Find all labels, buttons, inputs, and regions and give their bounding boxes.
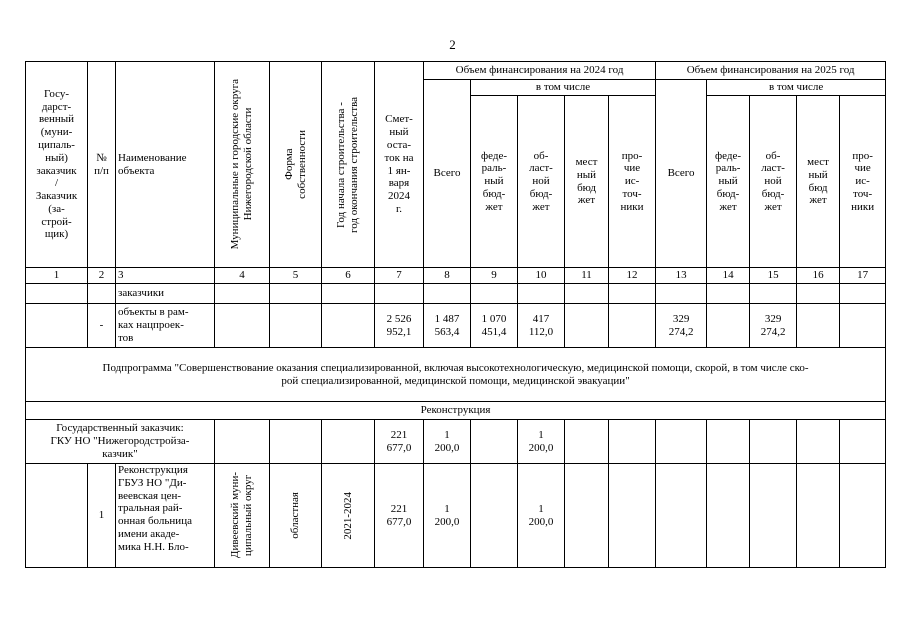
header-federal-2025: федe- раль- ный бюд- жет — [707, 96, 750, 268]
years-cell — [322, 464, 375, 568]
col-number: 10 — [518, 268, 565, 284]
header-including-2024: в том числе — [471, 80, 656, 96]
regional-2025-value: 329 274,2 — [750, 304, 797, 348]
header-districts — [215, 62, 270, 268]
total-2024-value: 1 487 563,4 — [424, 304, 471, 348]
header-other-2024: про- чие ис- точ- ники — [609, 96, 656, 268]
header-ownership-text: Форма собственности — [282, 130, 308, 199]
years-text: 2021-2024 — [341, 491, 354, 540]
state-customer: Государственный заказчик: ГКУ НО "Нижегородстройза- казчик" — [26, 420, 215, 464]
total-2024-value: 1 200,0 — [424, 464, 471, 568]
col-number: 7 — [375, 268, 424, 284]
header-total-2024: Всего — [424, 80, 471, 268]
header-years — [322, 62, 375, 268]
table-row — [26, 284, 886, 304]
col-number: 8 — [424, 268, 471, 284]
col-number: 9 — [471, 268, 518, 284]
total-2024-value: 1 200,0 — [424, 420, 471, 464]
col-number: 15 — [750, 268, 797, 284]
row-number: - — [88, 304, 116, 348]
header-financing-2025: Объем финансирования на 2025 год — [656, 62, 886, 80]
regional-2024-value: 417 112,0 — [518, 304, 565, 348]
federal-2024-value: 1 070 451,4 — [471, 304, 518, 348]
table-row — [26, 420, 886, 464]
table-row — [26, 348, 886, 402]
table-row — [26, 464, 886, 568]
header-other-2025: про- чие ис- точ- ники — [840, 96, 886, 268]
page-number: 2 — [449, 37, 456, 52]
col-number: 14 — [707, 268, 750, 284]
col-number: 13 — [656, 268, 707, 284]
col-number: 12 — [609, 268, 656, 284]
header-districts-text: Муниципальные и городские округа Нижегородской области — [229, 79, 254, 250]
ownership-cell — [270, 464, 322, 568]
col-number: 3 — [116, 268, 215, 284]
header-regional-2024: об- ласт- ной бюд- жет — [518, 96, 565, 268]
header-number: № п/п — [88, 62, 116, 268]
object-name: объекты в рам- ках нацпроек- тов — [116, 304, 215, 348]
col-number: 1 — [26, 268, 88, 284]
header-regional-2025: об- ласт- ной бюд- жет — [750, 96, 797, 268]
table-row — [26, 402, 886, 420]
district-cell — [215, 464, 270, 568]
col-number: 4 — [215, 268, 270, 284]
col-number: 17 — [840, 268, 886, 284]
header-years-text: Год начала строительства - год окончания строительства — [335, 96, 360, 233]
estimate-value: 221 677,0 — [375, 464, 424, 568]
row-number: 1 — [88, 464, 116, 568]
header-estimate: Смет- ный оста- ток на 1 ян- варя 2024 г. — [375, 62, 424, 268]
object-name: Реконструкция ГБУЗ НО "Ди- веевская цен- тральная рай- онная больница имени акаде- мика Н.Н. Бло- — [116, 464, 215, 568]
header-total-2025: Всего — [656, 80, 707, 268]
estimate-value: 2 526 952,1 — [375, 304, 424, 348]
financing-table — [25, 61, 886, 568]
header-ownership — [270, 62, 322, 268]
regional-2024-value: 1 200,0 — [518, 420, 565, 464]
customers-label: заказчики — [116, 284, 215, 304]
header-including-2025: в том числе — [707, 80, 886, 96]
col-number: 11 — [565, 268, 609, 284]
header-local-2025: мест ный бюд жет — [797, 96, 840, 268]
header-financing-2024: Объем финансирования на 2024 год — [424, 62, 656, 80]
ownership-text: областная — [289, 492, 302, 539]
estimate-value: 221 677,0 — [375, 420, 424, 464]
district-text: Дивеевский муни- ципальный округ — [229, 472, 254, 559]
header-customer: Госу- дарст- венный (муни- ципаль- ный) заказчик / Заказчик (за- строй- щик) — [26, 62, 88, 268]
subprogram-title: Подпрограмма "Совершенствование оказания специализированной, включая высокотехнологическую, медицинской помощи, скорой, в том числе ско- рой специализированной, медицинской помощи, медицинской эвакуации" — [26, 348, 886, 402]
section-reconstruction: Реконструкция — [26, 402, 886, 420]
table-row — [26, 304, 886, 348]
header-object-name: Наименование объекта — [116, 62, 215, 268]
col-number: 16 — [797, 268, 840, 284]
regional-2024-value: 1 200,0 — [518, 464, 565, 568]
col-number: 6 — [322, 268, 375, 284]
header-federal-2024: федe- раль- ный бюд- жет — [471, 96, 518, 268]
header-local-2024: мест ный бюд жет — [565, 96, 609, 268]
total-2025-value: 329 274,2 — [656, 304, 707, 348]
col-number: 2 — [88, 268, 116, 284]
col-number: 5 — [270, 268, 322, 284]
